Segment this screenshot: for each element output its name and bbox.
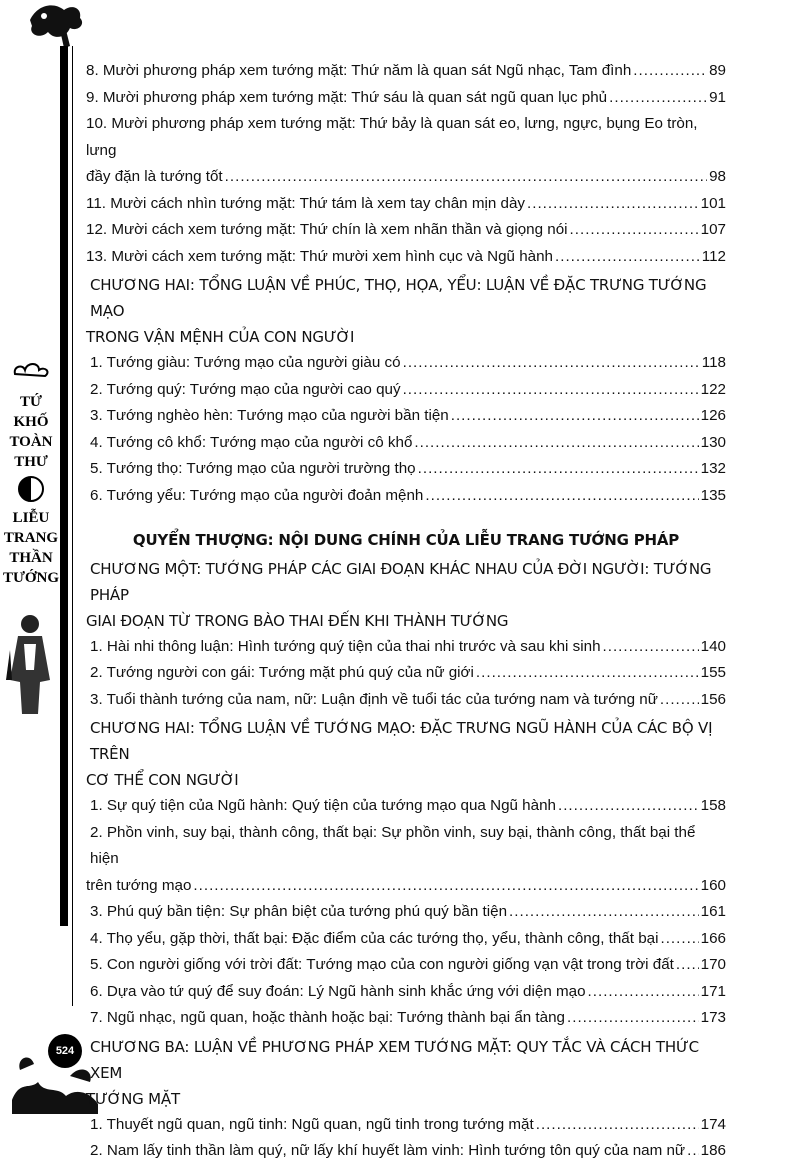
dot-leader (588, 979, 699, 1006)
decorative-dragon-art (20, 0, 90, 52)
side-title-word: TOÀN (9, 434, 53, 450)
toc-entry-text: 7. Ngũ nhạc, ngũ quan, hoặc thành hoặc bại: Tướng thành bại ẩn tàng (90, 1009, 565, 1026)
toc-entry-page: 126 (700, 407, 726, 424)
toc-entry-text: 3. Tướng nghèo hèn: Tướng mạo của người bần tiện (90, 407, 449, 424)
dot-leader (603, 634, 699, 661)
toc-entry-text: 2. Tướng người con gái: Tướng mặt phú quý của nữ giới (90, 664, 474, 681)
toc-entry-page: 166 (700, 929, 726, 947)
dot-leader (687, 1138, 699, 1165)
dot-leader (425, 483, 698, 510)
toc-entry-page: 140 (700, 637, 726, 655)
toc-entry[interactable] (86, 403, 726, 430)
side-title-word: TRANG (3, 530, 59, 546)
toc-entry-text: 1. Sự quý tiện của Ngũ hành: Quý tiện của tướng mạo qua Ngũ hành (90, 797, 556, 814)
dot-leader (555, 244, 700, 271)
toc-entry-text: 8. Mười phương pháp xem tướng mặt: Thứ năm là quan sát Ngũ nhạc, Tam đình (86, 62, 632, 79)
side-title-word: TƯỚNG (2, 570, 60, 586)
chapter-heading-line1: CHƯƠNG BA: LUẬN VỀ PHƯƠNG PHÁP XEM TƯỚNG MẶT: QUY TẮC VÀ CÁCH THỨC XEM (90, 1037, 699, 1082)
toc-entry-text: 1. Thuyết ngũ quan, ngũ tinh: Ngũ quan, ngũ tinh trong tướng mặt (90, 1115, 534, 1133)
toc-entry[interactable] (86, 244, 726, 271)
warrior-figure-illustration (4, 610, 56, 720)
side-title-word: TỨ (20, 394, 42, 410)
chapter-heading[interactable] (86, 715, 726, 793)
toc-entry[interactable] (86, 793, 726, 820)
toc-entry-text: 12. Mười cách xem tướng mặt: Thứ chín là xem nhãn thần và giọng nói (86, 221, 568, 238)
dot-leader (633, 58, 707, 85)
dot-leader (567, 1005, 699, 1032)
toc-entry[interactable] (86, 1112, 726, 1139)
chapter-heading-line1: CHƯƠNG MỘT: TƯỚNG PHÁP CÁC GIAI ĐOẠN KHÁC NHAU CỦA ĐỜI NGƯỜI: TƯỚNG PHÁP (90, 559, 712, 604)
toc-entry-page: 135 (700, 486, 726, 504)
toc-entry[interactable] (86, 430, 726, 457)
table-of-contents (86, 58, 726, 1165)
chapter-heading-line2: TƯỚNG MẶT (86, 1089, 180, 1108)
toc-entry-page: 155 (700, 664, 726, 681)
toc-entry[interactable] (86, 350, 726, 377)
toc-entry-page: 107 (700, 221, 726, 238)
dot-leader (476, 660, 699, 687)
dot-leader (418, 456, 699, 483)
toc-entry[interactable] (86, 873, 726, 900)
toc-entry-page: 158 (700, 797, 726, 814)
side-title-word: THƯ (14, 454, 48, 470)
chapter-heading[interactable] (86, 556, 726, 634)
toc-entry-page: 170 (700, 956, 726, 973)
toc-entry-text-line2: trên tướng mạo (86, 876, 192, 894)
toc-entry-page: 186 (700, 1142, 726, 1159)
toc-entry-text-line1[interactable]: 10. Mười phương pháp xem tướng mặt: Thứ bảy là quan sát eo, lưng, ngực, bụng Eo tròn, lưng (86, 115, 698, 159)
toc-entry-text: 3. Phú quý bần tiện: Sự phân biệt của tướng phú quý bần tiện (90, 903, 508, 920)
toc-entry[interactable] (86, 687, 726, 714)
dot-leader (676, 952, 699, 979)
dot-leader (527, 191, 699, 218)
toc-entry[interactable] (86, 1138, 726, 1165)
toc-entry[interactable] (86, 660, 726, 687)
toc-entry-text: 1. Tướng giàu: Tướng mạo của người giàu có (90, 354, 401, 371)
dot-leader (536, 1112, 699, 1139)
dot-leader (414, 430, 698, 457)
toc-entry-text: 5. Tướng thọ: Tướng mạo của người trường thọ (90, 460, 416, 477)
side-title-word: KHỐ (13, 414, 49, 430)
toc-entry-page: 156 (700, 690, 726, 708)
chapter-heading-line2: TRONG VẬN MỆNH CỦA CON NGƯỜI (86, 328, 355, 346)
toc-entry[interactable] (86, 456, 726, 483)
toc-entry-text: 1. Hài nhi thông luận: Hình tướng quý tiện của thai nhi trước và sau khi sinh (90, 637, 601, 655)
toc-entry-text: 4. Thọ yểu, gặp thời, thất bại: Đặc điểm của các tướng thọ, yểu, thành công, thất bại (90, 929, 659, 947)
toc-entry[interactable] (86, 1005, 726, 1032)
dot-leader (509, 899, 699, 926)
toc-entry-page: 171 (700, 982, 726, 1000)
chapter-heading-line1: CHƯƠNG HAI: TỔNG LUẬN VỀ TƯỚNG MẠO: ĐẶC TRƯNG NGŨ HÀNH CỦA CÁC BỘ VỊ TRÊN (90, 719, 713, 763)
side-title-word: THẦN (9, 550, 53, 566)
toc-entry[interactable] (86, 899, 726, 926)
side-title-word: LIỄU (12, 510, 50, 526)
toc-entry-text: 5. Con người giống với trời đất: Tướng mạo của con người giống vạn vật trong trời đất (90, 956, 674, 973)
toc-entry-text: 11. Mười cách nhìn tướng mặt: Thứ tám là xem tay chân mịn dày (86, 194, 526, 212)
toc-entry-page: 122 (700, 380, 726, 398)
page-number-badge: 524 (48, 1034, 82, 1068)
toc-entry[interactable] (86, 85, 726, 112)
toc-entry-text: 2. Nam lấy tinh thần làm quý, nữ lấy khí huyết làm vinh: Hình tướng tôn quý của nam nữ (90, 1142, 686, 1159)
toc-entry[interactable] (86, 377, 726, 404)
toc-entry-text: 3. Tuổi thành tướng của nam, nữ: Luận định về tuổi tác của tướng nam và tướng nữ (90, 690, 658, 708)
toc-entry-text: 13. Mười cách xem tướng mặt: Thứ mười xem hình cục và Ngũ hành (86, 247, 554, 265)
toc-entry[interactable] (86, 164, 726, 191)
toc-entry-page: 101 (700, 194, 726, 212)
toc-entry-text-line2: đầy đặn là tướng tốt (86, 168, 223, 185)
toc-entry-text: 6. Dựa vào tứ quý để suy đoán: Lý Ngũ hành sinh khắc ứng với diện mạo (90, 982, 586, 1000)
toc-entry-page: 98 (709, 168, 726, 185)
toc-entry-page: 161 (700, 903, 726, 920)
toc-entry[interactable] (86, 952, 726, 979)
dot-leader (609, 85, 707, 112)
dot-leader (451, 403, 699, 430)
toc-entry[interactable] (86, 58, 726, 85)
toc-entry[interactable] (86, 217, 726, 244)
toc-entry[interactable] (86, 191, 726, 218)
toc-entry-page: 91 (709, 88, 726, 106)
toc-entry[interactable] (86, 634, 726, 661)
dot-leader (403, 350, 700, 377)
yin-yang-icon (18, 476, 44, 502)
chapter-heading-line2: CƠ THỂ CON NGƯỜI (86, 771, 239, 789)
dot-leader (225, 164, 707, 191)
left-border-line (72, 46, 73, 1006)
toc-entry-text: 9. Mười phương pháp xem tướng mặt: Thứ sáu là quan sát ngũ quan lục phủ (86, 88, 608, 106)
dot-leader (660, 687, 699, 714)
toc-entry-page: 130 (700, 433, 726, 451)
dot-leader (403, 377, 699, 404)
toc-entry[interactable] (86, 926, 726, 953)
dot-leader (558, 793, 699, 820)
dot-leader (193, 873, 698, 900)
toc-entry-text: 4. Tướng cô khổ: Tướng mạo của người cô khổ (90, 433, 413, 451)
toc-entry-page: 89 (709, 62, 726, 79)
toc-entry-page: 174 (700, 1115, 726, 1133)
chapter-heading[interactable] (86, 272, 726, 350)
toc-entry-page: 112 (701, 247, 726, 265)
left-border-bar (60, 46, 68, 926)
toc-entry-text: 2. Tướng quý: Tướng mạo của người cao quý (90, 380, 401, 398)
toc-entry-page: 160 (700, 876, 726, 894)
chapter-heading[interactable] (86, 1034, 726, 1112)
dot-leader (570, 217, 699, 244)
chapter-heading-line1: CHƯƠNG HAI: TỔNG LUẬN VỀ PHÚC, THỌ, HỌA, YỂU: LUẬN VỀ ĐẶC TRƯNG TƯỚNG MẠO (90, 276, 707, 320)
toc-entry-text-line1[interactable]: 2. Phồn vinh, suy bại, thành công, thất bại: Sự phồn vinh, suy bại, thành công, thất bại thể hiện (90, 823, 696, 867)
side-book-title (2, 360, 60, 588)
toc-entry[interactable] (86, 483, 726, 510)
toc-entry-page: 118 (701, 354, 726, 371)
toc-entry-page: 132 (700, 460, 726, 477)
toc-entry-page: 173 (700, 1009, 726, 1026)
chapter-heading-line2: GIAI ĐOẠN TỪ TRONG BÀO THAI ĐẾN KHI THÀNH TƯỚNG (86, 611, 509, 630)
part-heading[interactable]: QUYỂN THƯỢNG: NỘI DUNG CHÍNH CỦA LIỄU TRANG TƯỚNG PHÁP (132, 531, 680, 549)
cloud-ornament-icon (11, 360, 51, 380)
dot-leader (660, 926, 698, 953)
toc-entry-text: 6. Tướng yểu: Tướng mạo của người đoản mệnh (90, 486, 424, 504)
toc-entry[interactable] (86, 979, 726, 1006)
